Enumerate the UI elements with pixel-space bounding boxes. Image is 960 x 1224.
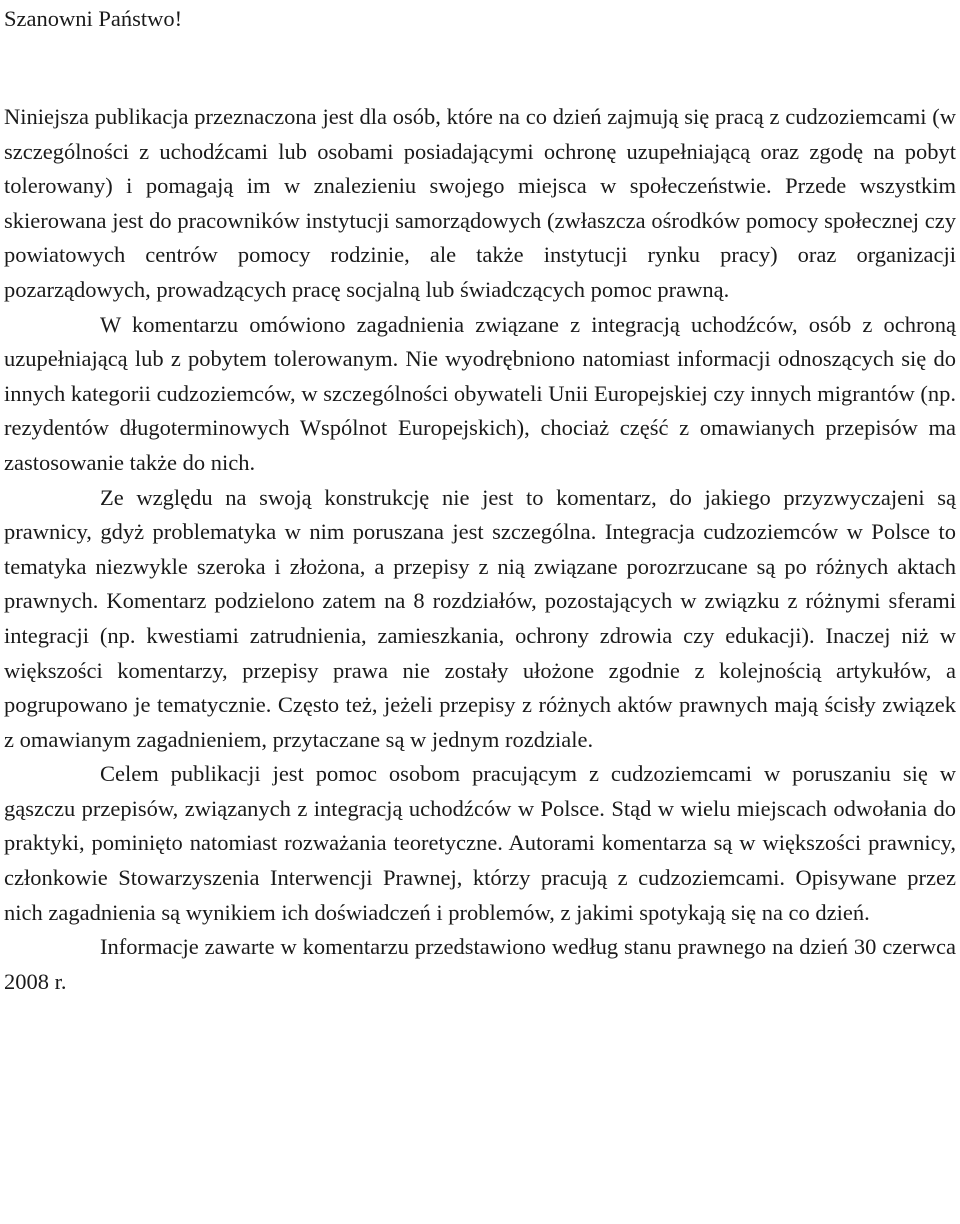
salutation: Szanowni Państwo! bbox=[4, 6, 183, 31]
paragraph-legal-status: Informacje zawarte w komentarzu przedstawiono według stanu prawnego na dzień 30 czerwca 2008 r. bbox=[4, 934, 956, 994]
paragraph-scope: W komentarzu omówiono zagadnienia związane z integracją uchodźców, osób z ochroną uzupełniającą lub z pobytem tolerowanym. Nie wyodrębniono natomiast informacji odnoszących się do innych kategorii cudzoziemców, w szczególności obywateli Unii Europejskiej czy innych migrantów (np. rezydentów długoterminowych Wspólnot Europejskich), chociaż część z omawianych przepisów ma zastosowanie także do nich. bbox=[4, 311, 956, 475]
paragraph-structure: Ze względu na swoją konstrukcję nie jest to komentarz, do jakiego przyzwyczajeni są prawnicy, gdyż problematyka w nim poruszana jest szczególna. Integracja cudzoziemców w Polsce to tematyka niezwykle szeroka i złożona, a przepisy z nią związane porozrzucane są po różnych aktach prawnych. Komentarz podzielono zatem na 8 rozdziałów, pozostających w związku z różnymi sferami integracji (np. kwestiami zatrudnienia, zamieszkania, ochrony zdrowia czy edukacji). Inaczej niż w większości komentarzy, przepisy prawa nie zostały ułożone zgodnie z kolejnością artykułów, a pogrupowano je tematycznie. Często też, jeżeli przepisy z różnych aktów prawnych mają ścisły związek z omawianym zagadnieniem, przytaczane są w jednym rozdziale. bbox=[4, 484, 956, 752]
document-body bbox=[4, 100, 956, 999]
paragraph-intro: Niniejsza publikacja przeznaczona jest dla osób, które na co dzień zajmują się pracą z cudzoziemcami (w szczególności z uchodźcami lub osobami posiadającymi ochronę uzupełniającą oraz zgodę na pobyt tolerowany) i pomagają im w znalezieniu swojego miejsca w społeczeństwie. Przede wszystkim skierowana jest do pracowników instytucji samorządowych (zwłaszcza ośrodków pomocy społecznej czy powiatowych centrów pomocy rodzinie, ale także instytucji rynku pracy) oraz organizacji pozarządowych, prowadzących pracę socjalną lub świadczących pomoc prawną. bbox=[4, 104, 956, 302]
paragraph-purpose: Celem publikacji jest pomoc osobom pracującym z cudzoziemcami w poruszaniu się w gąszczu przepisów, związanych z integracją uchodźców w Polsce. Stąd w wielu miejscach odwołania do praktyki, pominięto natomiast rozważania teoretyczne. Autorami komentarza są w większości prawnicy, członkowie Stowarzyszenia Interwencji Prawnej, którzy pracują z cudzoziemcami. Opisywane przez nich zagadnienia są wynikiem ich doświadczeń i problemów, z jakimi spotykają się na co dzień. bbox=[4, 761, 956, 925]
